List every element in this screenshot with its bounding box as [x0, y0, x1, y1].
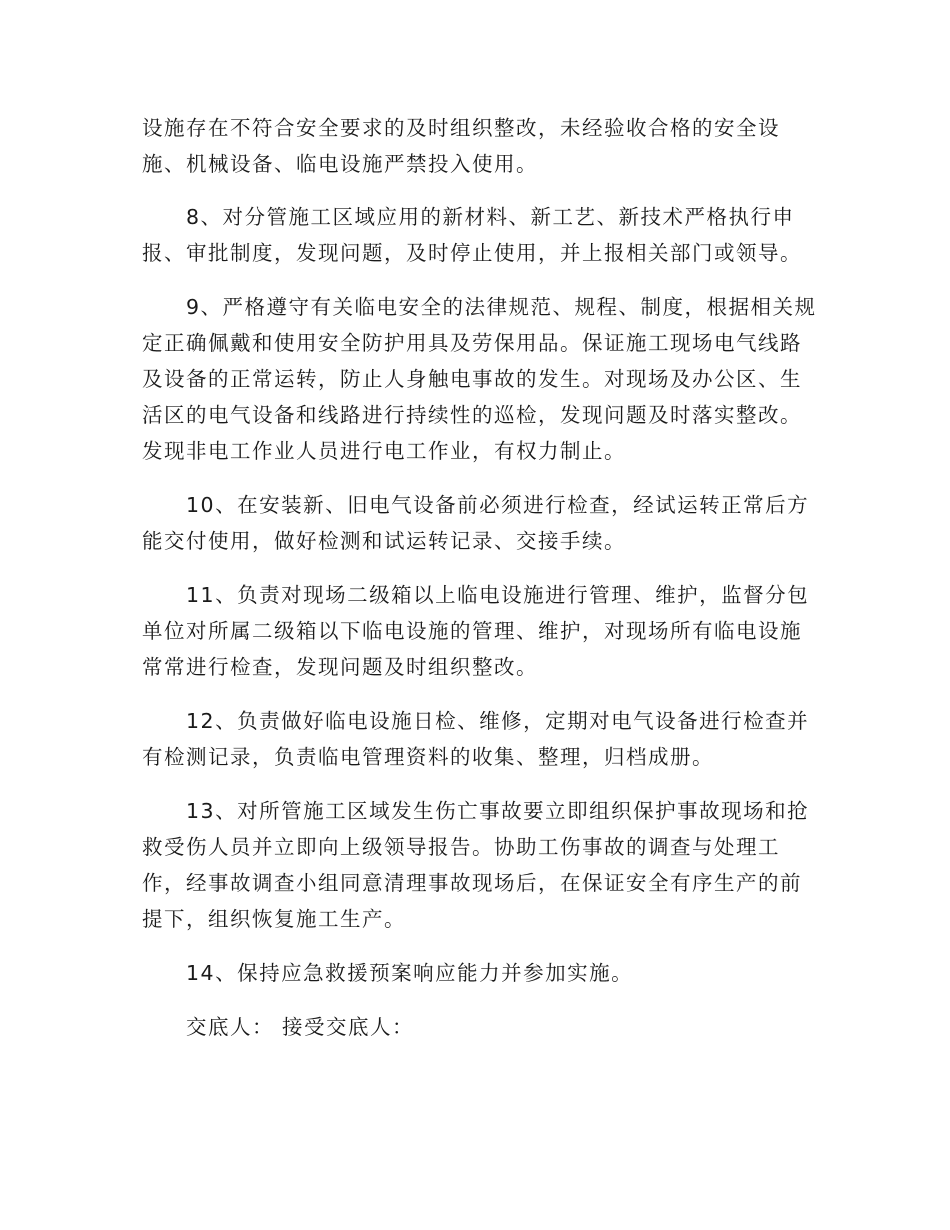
- text-line: 能交付使用，做好检测和试运转记录、交接手续。: [142, 529, 626, 553]
- text-line: 活区的电气设备和线路进行持续性的巡检，发现问题及时落实整改。: [142, 403, 802, 427]
- text-line: 单位对所属二级箱以下临电设施的管理、维护，对现场所有临电设施: [142, 619, 802, 643]
- text-line: 施、机械设备、临电设施严禁投入使用。: [142, 152, 538, 176]
- clause-13-line: 13、对所管施工区域发生伤亡事故要立即组织保护事故现场和抢: [186, 799, 810, 823]
- text-line: 作，经事故调查小组同意清理事故现场后，在保证安全有序生产的前: [142, 871, 802, 895]
- text-line: 有检测记录，负责临电管理资料的收集、整理，归档成册。: [142, 745, 714, 769]
- text-line: 提下，组织恢复施工生产。: [142, 907, 406, 931]
- signature-line: 交底人： 接受交底人：: [186, 1015, 415, 1039]
- text-line: 发现非电工作业人员进行电工作业，有权力制止。: [142, 439, 626, 463]
- text-line: 定正确佩戴和使用安全防护用具及劳保用品。保证施工现场电气线路: [142, 331, 802, 355]
- clause-12-line: 12、负责做好临电设施日检、维修，定期对电气设备进行检查并: [186, 709, 810, 733]
- text-line: 设施存在不符合安全要求的及时组织整改，未经验收合格的安全设: [142, 116, 780, 140]
- text-line: 常常进行检查，发现问题及时组织整改。: [142, 655, 538, 679]
- clause-9-line: 9、严格遵守有关临电安全的法律规范、规程、制度，根据相关规: [186, 295, 817, 319]
- text-line: 救受伤人员并立即向上级领导报告。协助工伤事故的调查与处理工: [142, 835, 780, 859]
- clause-11-line: 11、负责对现场二级箱以上临电设施进行管理、维护，监督分包: [186, 583, 810, 607]
- clause-8-line: 8、对分管施工区域应用的新材料、新工艺、新技术严格执行申: [186, 205, 795, 229]
- clause-10-line: 10、在安装新、旧电气设备前必须进行检查，经试运转正常后方: [186, 493, 810, 517]
- clause-14-line: 14、保持应急救援预案响应能力并参加实施。: [186, 961, 634, 985]
- text-line: 报、审批制度，发现问题，及时停止使用，并上报相关部门或领导。: [142, 241, 802, 265]
- text-line: 及设备的正常运转，防止人身触电事故的发生。对现场及办公区、生: [142, 367, 802, 391]
